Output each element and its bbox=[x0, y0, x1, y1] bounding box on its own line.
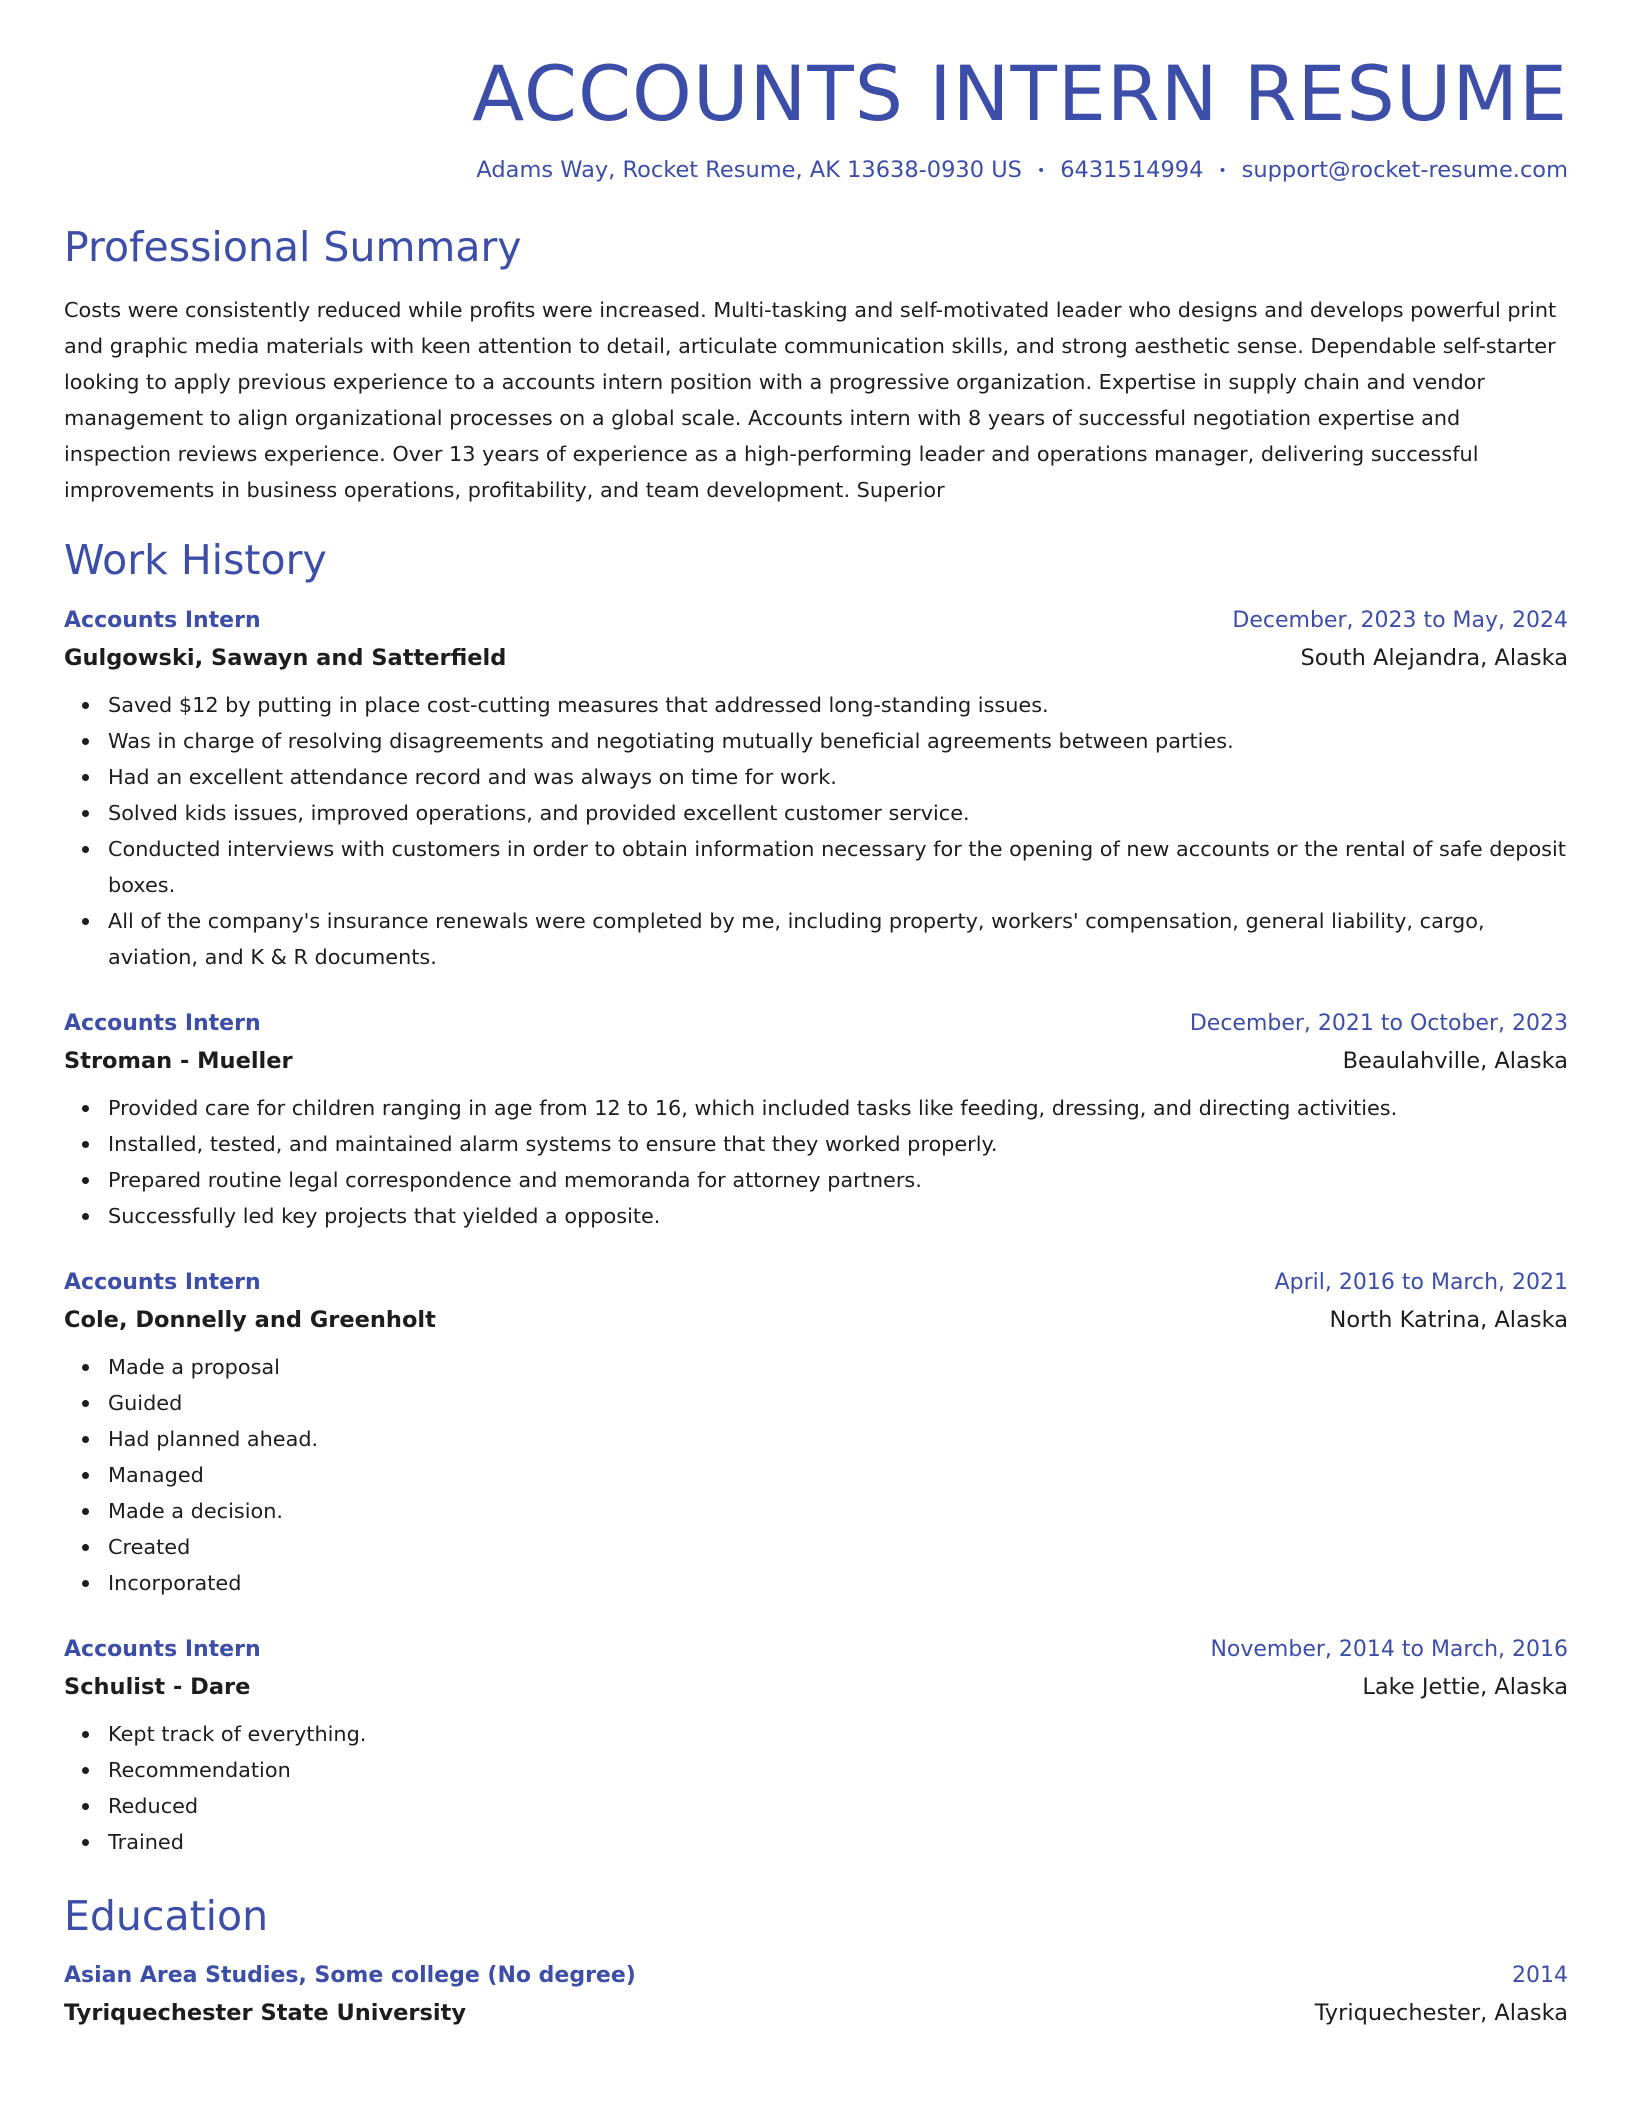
job-company-row bbox=[64, 1048, 1568, 1074]
job-bullet bbox=[108, 1716, 1568, 1752]
job-bullet bbox=[108, 903, 1568, 975]
job-dates: December, 2021 to October, 2023 bbox=[1189, 1010, 1568, 1036]
job-bullet-text: Guided bbox=[108, 1390, 183, 1415]
job-title: Accounts Intern bbox=[64, 1636, 261, 1662]
job-bullet bbox=[108, 1493, 1568, 1529]
job-header-row bbox=[64, 608, 1568, 633]
job-company: Stroman - Mueller bbox=[64, 1047, 293, 1074]
job-location: North Katrina, Alaska bbox=[1329, 1306, 1568, 1333]
education-year: 2014 bbox=[1512, 1962, 1568, 1988]
education-location: Tyriquechester, Alaska bbox=[1314, 1999, 1568, 2026]
job-bullet-text: All of the company's insurance renewals were completed by me, including property, workers' compensation, general liability, cargo, aviation, and K & R documents. bbox=[108, 908, 1485, 969]
education-school: Tyriquechester State University bbox=[64, 1999, 467, 2026]
job-company-row bbox=[64, 1307, 1568, 1333]
job-bullet-text: Created bbox=[108, 1534, 191, 1559]
bullet-dot-icon bbox=[82, 1839, 89, 1846]
job-bullet-text: Reduced bbox=[108, 1793, 199, 1818]
job-title: Accounts Intern bbox=[64, 1269, 261, 1295]
job-bullet-text: Made a decision. bbox=[108, 1498, 283, 1523]
job-bullet bbox=[108, 687, 1568, 723]
bullet-dot-icon bbox=[82, 774, 89, 781]
education-degree: Asian Area Studies, Some college (No degree) bbox=[64, 1962, 636, 1988]
job-company: Cole, Donnelly and Greenholt bbox=[64, 1306, 436, 1333]
job-bullet bbox=[108, 1385, 1568, 1421]
bullet-dot-icon bbox=[82, 1364, 89, 1371]
job-bullet bbox=[108, 1788, 1568, 1824]
job-bullet bbox=[108, 723, 1568, 759]
job-bullet bbox=[108, 1198, 1568, 1234]
education-heading: Education bbox=[64, 1891, 269, 1940]
job-bullet-text: Successfully led key projects that yielded a opposite. bbox=[108, 1203, 661, 1228]
job-bullet-text: Had planned ahead. bbox=[108, 1426, 319, 1451]
job-company: Gulgowski, Sawayn and Satterfield bbox=[64, 644, 507, 671]
job-header-row bbox=[64, 1637, 1568, 1662]
job-bullet-text: Solved kids issues, improved operations, and provided excellent customer service. bbox=[108, 800, 970, 825]
bullet-dot-icon bbox=[82, 738, 89, 745]
bullet-dot-icon bbox=[82, 1803, 89, 1810]
contact-address: Adams Way, Rocket Resume, AK 13638-0930 US bbox=[476, 157, 1022, 184]
job-bullet-text: Incorporated bbox=[108, 1570, 242, 1595]
job-bullet bbox=[108, 1565, 1568, 1601]
job-bullet-list bbox=[64, 687, 1568, 975]
education-school-row bbox=[64, 2000, 1568, 2026]
summary-text: Costs were consistently reduced while profits were increased. Multi-tasking and self-motivated leader who designs and develops powerful print and graphic media materials with keen attention to detail, articulate communication skills, and strong aesthetic sense. Dependable self-starter looking to apply previous experience to a accounts intern position with a progressive organization. Expertise in supply chain and vendor management to align organizational processes on a global scale. Accounts intern with 8 years of successful negotiation expertise and inspection reviews experience. Over 13 years of experience as a high-performing leader and operations manager, delivering successful improvements in business operations, profitability, and team development. Superior bbox=[64, 298, 1557, 503]
job-bullet-text: Prepared routine legal correspondence and memoranda for attorney partners. bbox=[108, 1167, 922, 1192]
job-bullet-text: Managed bbox=[108, 1462, 204, 1487]
bullet-dot-icon bbox=[82, 1767, 89, 1774]
job-entry bbox=[64, 1270, 1568, 1601]
job-company: Schulist - Dare bbox=[64, 1673, 251, 1700]
job-bullet bbox=[108, 1162, 1568, 1198]
job-bullet-text: Was in charge of resolving disagreements and negotiating mutually beneficial agreements between parties. bbox=[108, 728, 1234, 753]
job-bullet-list bbox=[64, 1349, 1568, 1601]
job-location: Lake Jettie, Alaska bbox=[1362, 1673, 1568, 1700]
contact-separator: • bbox=[1218, 162, 1227, 179]
job-bullet-text: Saved $12 by putting in place cost-cutting measures that addressed long-standing issues. bbox=[108, 692, 1049, 717]
job-header-row bbox=[64, 1270, 1568, 1295]
job-bullet bbox=[108, 1090, 1568, 1126]
job-dates: April, 2016 to March, 2021 bbox=[1274, 1269, 1568, 1295]
job-bullet-text: Provided care for children ranging in age from 12 to 16, which included tasks like feeding, dressing, and directing activities. bbox=[108, 1095, 1398, 1120]
job-bullet bbox=[108, 1752, 1568, 1788]
bullet-dot-icon bbox=[82, 1141, 89, 1148]
bullet-dot-icon bbox=[82, 1731, 89, 1738]
work-history-list bbox=[64, 608, 1568, 1860]
job-title: Accounts Intern bbox=[64, 1010, 261, 1036]
job-bullet bbox=[108, 759, 1568, 795]
job-bullet bbox=[108, 1421, 1568, 1457]
contact-separator: • bbox=[1036, 162, 1046, 179]
job-bullet-text: Conducted interviews with customers in order to obtain information necessary for the opening of new accounts or the rental of safe deposit boxes. bbox=[108, 836, 1566, 897]
contact-line bbox=[64, 157, 1568, 183]
job-company-row bbox=[64, 1674, 1568, 1700]
bullet-dot-icon bbox=[82, 1580, 89, 1587]
work-history-heading: Work History bbox=[64, 536, 327, 585]
job-bullet bbox=[108, 1529, 1568, 1565]
bullet-dot-icon bbox=[82, 1508, 89, 1515]
job-bullet-text: Trained bbox=[108, 1829, 184, 1854]
job-title: Accounts Intern bbox=[64, 607, 261, 633]
bullet-dot-icon bbox=[82, 702, 89, 709]
job-bullet-text: Made a proposal bbox=[108, 1354, 280, 1379]
bullet-dot-icon bbox=[82, 1544, 89, 1551]
education-header-row bbox=[64, 1963, 1568, 1988]
bullet-dot-icon bbox=[82, 810, 89, 817]
job-bullet-text: Recommendation bbox=[108, 1757, 291, 1782]
resume-header bbox=[64, 48, 1568, 183]
job-bullet bbox=[108, 795, 1568, 831]
job-bullet-text: Installed, tested, and maintained alarm systems to ensure that they worked properly. bbox=[108, 1131, 998, 1156]
contact-email: support@rocket-resume.com bbox=[1241, 157, 1568, 184]
job-bullet bbox=[108, 1457, 1568, 1493]
resume-title: ACCOUNTS INTERN RESUME bbox=[472, 49, 1568, 138]
bullet-dot-icon bbox=[82, 846, 89, 853]
bullet-dot-icon bbox=[82, 1105, 89, 1112]
job-bullet-text: Kept track of everything. bbox=[108, 1721, 367, 1746]
bullet-dot-icon bbox=[82, 1400, 89, 1407]
bullet-dot-icon bbox=[82, 1436, 89, 1443]
bullet-dot-icon bbox=[82, 918, 89, 925]
job-location: South Alejandra, Alaska bbox=[1300, 644, 1568, 671]
job-bullet bbox=[108, 1126, 1568, 1162]
bullet-dot-icon bbox=[82, 1472, 89, 1479]
job-bullet bbox=[108, 1824, 1568, 1860]
job-bullet bbox=[108, 831, 1568, 903]
job-header-row bbox=[64, 1011, 1568, 1036]
job-bullet-list bbox=[64, 1716, 1568, 1860]
bullet-dot-icon bbox=[82, 1213, 89, 1220]
job-dates: December, 2023 to May, 2024 bbox=[1232, 607, 1568, 633]
job-company-row bbox=[64, 645, 1568, 671]
job-bullet-text: Had an excellent attendance record and was always on time for work. bbox=[108, 764, 837, 789]
job-entry bbox=[64, 1637, 1568, 1860]
job-location: Beaulahville, Alaska bbox=[1342, 1047, 1568, 1074]
summary-heading: Professional Summary bbox=[64, 223, 522, 272]
education-entry bbox=[64, 1963, 1568, 2026]
education-list bbox=[64, 1963, 1568, 2026]
job-entry bbox=[64, 608, 1568, 975]
job-entry bbox=[64, 1011, 1568, 1234]
job-bullet bbox=[108, 1349, 1568, 1385]
job-dates: November, 2014 to March, 2016 bbox=[1210, 1636, 1568, 1662]
job-bullet-list bbox=[64, 1090, 1568, 1234]
bullet-dot-icon bbox=[82, 1177, 89, 1184]
contact-phone: 6431514994 bbox=[1060, 157, 1204, 184]
